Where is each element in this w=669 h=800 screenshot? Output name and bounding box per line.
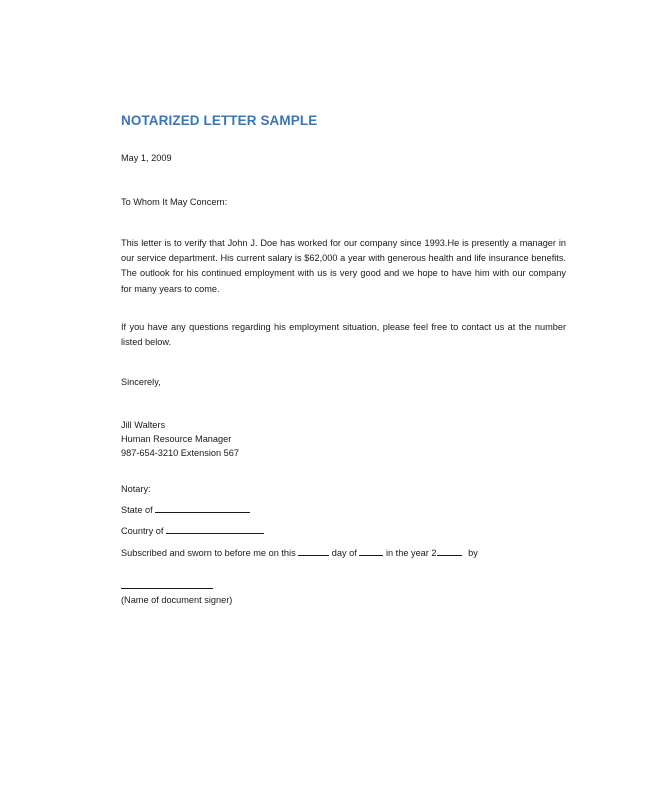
month-blank — [359, 546, 383, 556]
by-label: by — [468, 548, 478, 558]
document-title: NOTARIZED LETTER SAMPLE — [121, 113, 318, 128]
notary-country-row — [121, 524, 264, 539]
salutation: To Whom It May Concern: — [121, 197, 228, 207]
signature-line — [121, 588, 213, 589]
body-paragraph-1: This letter is to verify that John J. Doe has worked for our company since 1993.He is presently a manager in our service department. His current salary is $62,000 a year with generous health and life insurance benefits. The outlook for his continued employment with us is very good and we hope to have him with our company for many years to come. — [121, 238, 566, 294]
country-label: Country of — [121, 526, 164, 536]
state-blank — [155, 503, 250, 513]
notary-label: Notary: — [121, 484, 151, 494]
notary-state-row — [121, 503, 250, 518]
signer-caption: (Name of document signer) — [121, 595, 233, 605]
day-of-label: day of — [331, 548, 357, 558]
letter-date: May 1, 2009 — [121, 153, 172, 163]
year-blank — [437, 546, 462, 556]
state-label: State of — [121, 505, 153, 515]
date-blank — [298, 546, 329, 556]
year-label: in the year 2 — [385, 548, 437, 558]
signer-phone: 987-654-3210 Extension 567 — [121, 448, 239, 458]
closing: Sincerely, — [121, 377, 161, 387]
signer-name: Jill Walters — [121, 420, 166, 430]
signer-title: Human Resource Manager — [121, 434, 232, 444]
subscribed-row — [121, 546, 478, 561]
country-blank — [166, 524, 264, 534]
subscribed-prefix: Subscribed and sworn to before me on this — [121, 548, 296, 558]
body-paragraph-2: If you have any questions regarding his employment situation, please feel free to contact us at the number listed below. — [121, 322, 566, 348]
